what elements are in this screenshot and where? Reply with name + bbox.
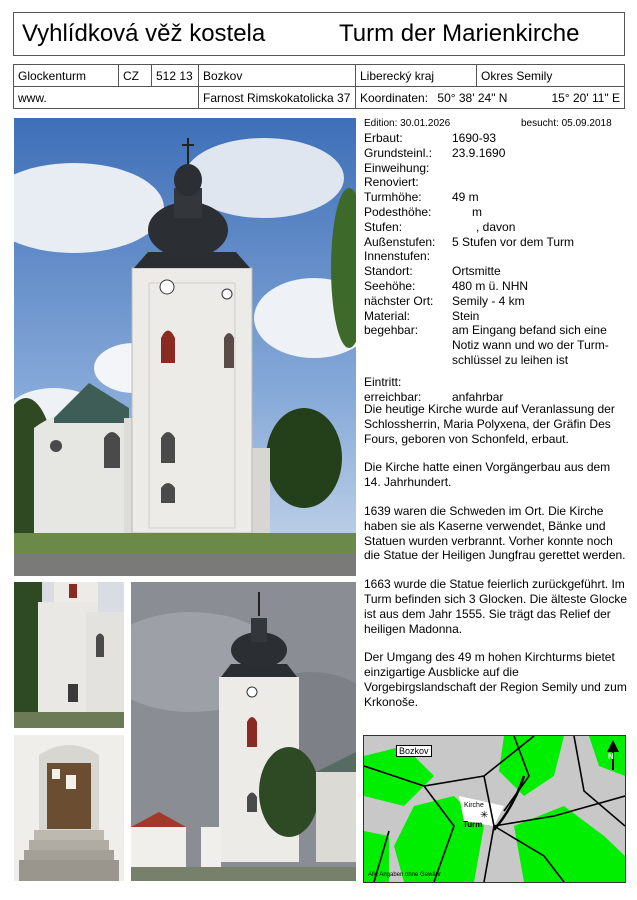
website[interactable]: www. bbox=[14, 87, 199, 109]
fact-row bbox=[364, 279, 630, 294]
fact-label: Außenstufen: bbox=[364, 234, 436, 249]
fact-value: 1690-93 bbox=[452, 131, 497, 145]
fact-row bbox=[364, 249, 630, 264]
fact-label: Einweihung: bbox=[364, 160, 430, 175]
country-code: CZ bbox=[119, 65, 152, 87]
longitude: 15° 20' 11" E bbox=[551, 90, 620, 105]
facts-list bbox=[364, 131, 630, 404]
fact-row bbox=[364, 294, 630, 309]
fact-value: am Eingang befand sich eine bbox=[452, 323, 607, 338]
fact-value: 480 m ü. NHN bbox=[452, 279, 529, 293]
fact-value: Ortsmitte bbox=[452, 264, 501, 279]
fact-row bbox=[364, 205, 630, 220]
fact-label: Innenstufen: bbox=[364, 249, 431, 264]
paragraph: 1663 wurde die Statue feierlich zurückgeführt. Im Turm befinden sich 3 Glocken. Die älteste Glocke ist aus dem Jahr 1555. Sie trägt das Relief der heiligen Madonna. bbox=[364, 577, 628, 636]
fact-label: Material: bbox=[364, 308, 411, 323]
map-disclaimer: Alle Angaben ohne Gewähr bbox=[368, 872, 442, 878]
region-name: Liberecký kraj bbox=[356, 65, 477, 87]
info-table bbox=[13, 64, 625, 109]
fact-value: Stein bbox=[452, 308, 480, 323]
fact-value: m bbox=[472, 205, 482, 219]
fact-label: Podesthöhe: bbox=[364, 205, 432, 219]
fact-value: Notiz wann und wo der Turm- bbox=[452, 338, 609, 353]
fact-label: Seehöhe: bbox=[364, 279, 416, 293]
fact-row bbox=[364, 323, 630, 338]
fact-row bbox=[364, 131, 630, 146]
fact-row bbox=[364, 375, 630, 390]
coordinates bbox=[356, 87, 625, 109]
description bbox=[364, 402, 630, 724]
fact-value: 49 m bbox=[452, 190, 479, 205]
fact-row bbox=[364, 309, 630, 324]
fact-row bbox=[364, 175, 630, 190]
fact-value: anfahrbar bbox=[452, 389, 504, 404]
map-church-label: Kirche bbox=[464, 802, 484, 809]
fact-value: schlüssel zu leihen ist bbox=[452, 353, 569, 367]
visited-date: besucht: 05.09.2018 bbox=[521, 118, 612, 129]
paragraph: Die heutige Kirche wurde auf Veranlassung der Schlossherrin, Maria Polyxena, der Gräfin Des Fours, geboren von Schonfeld, erbaut. bbox=[364, 402, 615, 446]
fact-row bbox=[364, 220, 630, 235]
north-label: N bbox=[608, 752, 614, 761]
fact-row bbox=[364, 264, 630, 279]
tower-cloudy-photo bbox=[131, 582, 356, 881]
coordinates-label: Koordinaten: bbox=[360, 90, 429, 105]
paragraph: Die Kirche hatte einen Vorgängerbau aus dem 14. Jahrhundert. bbox=[364, 460, 611, 490]
fact-label: Turmhöhe: bbox=[364, 190, 422, 205]
postal-code: 512 13 bbox=[152, 65, 199, 87]
fact-label: begehbar: bbox=[364, 323, 419, 338]
district-name: Okres Semily bbox=[477, 65, 625, 87]
title-box bbox=[13, 12, 625, 56]
fact-row bbox=[364, 161, 630, 176]
paragraph: 1639 waren die Schweden im Ort. Die Kirche haben sie als Kaserne verwendet, Bänke und Statuen wurden verbrannt. Vorher konnte noch die Statue der Heiligen Jungfrau gerettet werden. bbox=[364, 503, 626, 563]
entrance-door-photo bbox=[14, 735, 124, 881]
fact-label: Erbaut: bbox=[364, 131, 403, 145]
fact-row bbox=[364, 338, 630, 353]
fact-row bbox=[364, 235, 630, 250]
edition-date: Edition: 30.01.2026 bbox=[364, 118, 451, 129]
fact-row bbox=[364, 146, 630, 161]
fact-label: Renoviert: bbox=[364, 175, 419, 190]
tower-location-icon: ✳ bbox=[480, 810, 489, 821]
title-czech: Vyhlídková věž kostela bbox=[22, 20, 266, 47]
address: Farnost Rimskokatolicka 37 bbox=[199, 87, 356, 109]
fact-value: Semily - 4 km bbox=[452, 293, 525, 308]
place-name: Bozkov bbox=[199, 65, 356, 87]
fact-label: erreichbar: bbox=[364, 389, 422, 404]
latitude: 50° 38' 24" N bbox=[437, 90, 508, 105]
north-arrow-icon bbox=[607, 740, 619, 770]
map-tower-label: Turm bbox=[463, 820, 483, 829]
location-map bbox=[363, 735, 626, 883]
fact-row bbox=[364, 353, 630, 368]
fact-label: Eintritt: bbox=[364, 375, 402, 389]
tower-type: Glockenturm bbox=[14, 65, 119, 87]
tower-detail-photo bbox=[14, 582, 124, 728]
title-german: Turm der Marienkirche bbox=[339, 20, 580, 47]
map-place-label: Bozkov bbox=[396, 745, 432, 757]
fact-label: nächster Ort: bbox=[364, 293, 434, 308]
fact-value: 5 Stufen vor dem Turm bbox=[452, 234, 575, 249]
paragraph: Der Umgang des 49 m hohen Kirchturms bietet einzigartige Ausblicke auf die Vorgebirgslandschaft der Region Semily und zum Krkonoše. bbox=[364, 650, 627, 709]
fact-label: Stufen: bbox=[364, 219, 403, 234]
fact-label: Standort: bbox=[364, 264, 413, 279]
main-church-photo bbox=[14, 118, 356, 576]
fact-value: , davon bbox=[476, 219, 516, 234]
fact-label: Grundsteinl.: bbox=[364, 145, 433, 160]
fact-row bbox=[364, 190, 630, 205]
fact-value: 23.9.1690 bbox=[452, 145, 506, 160]
